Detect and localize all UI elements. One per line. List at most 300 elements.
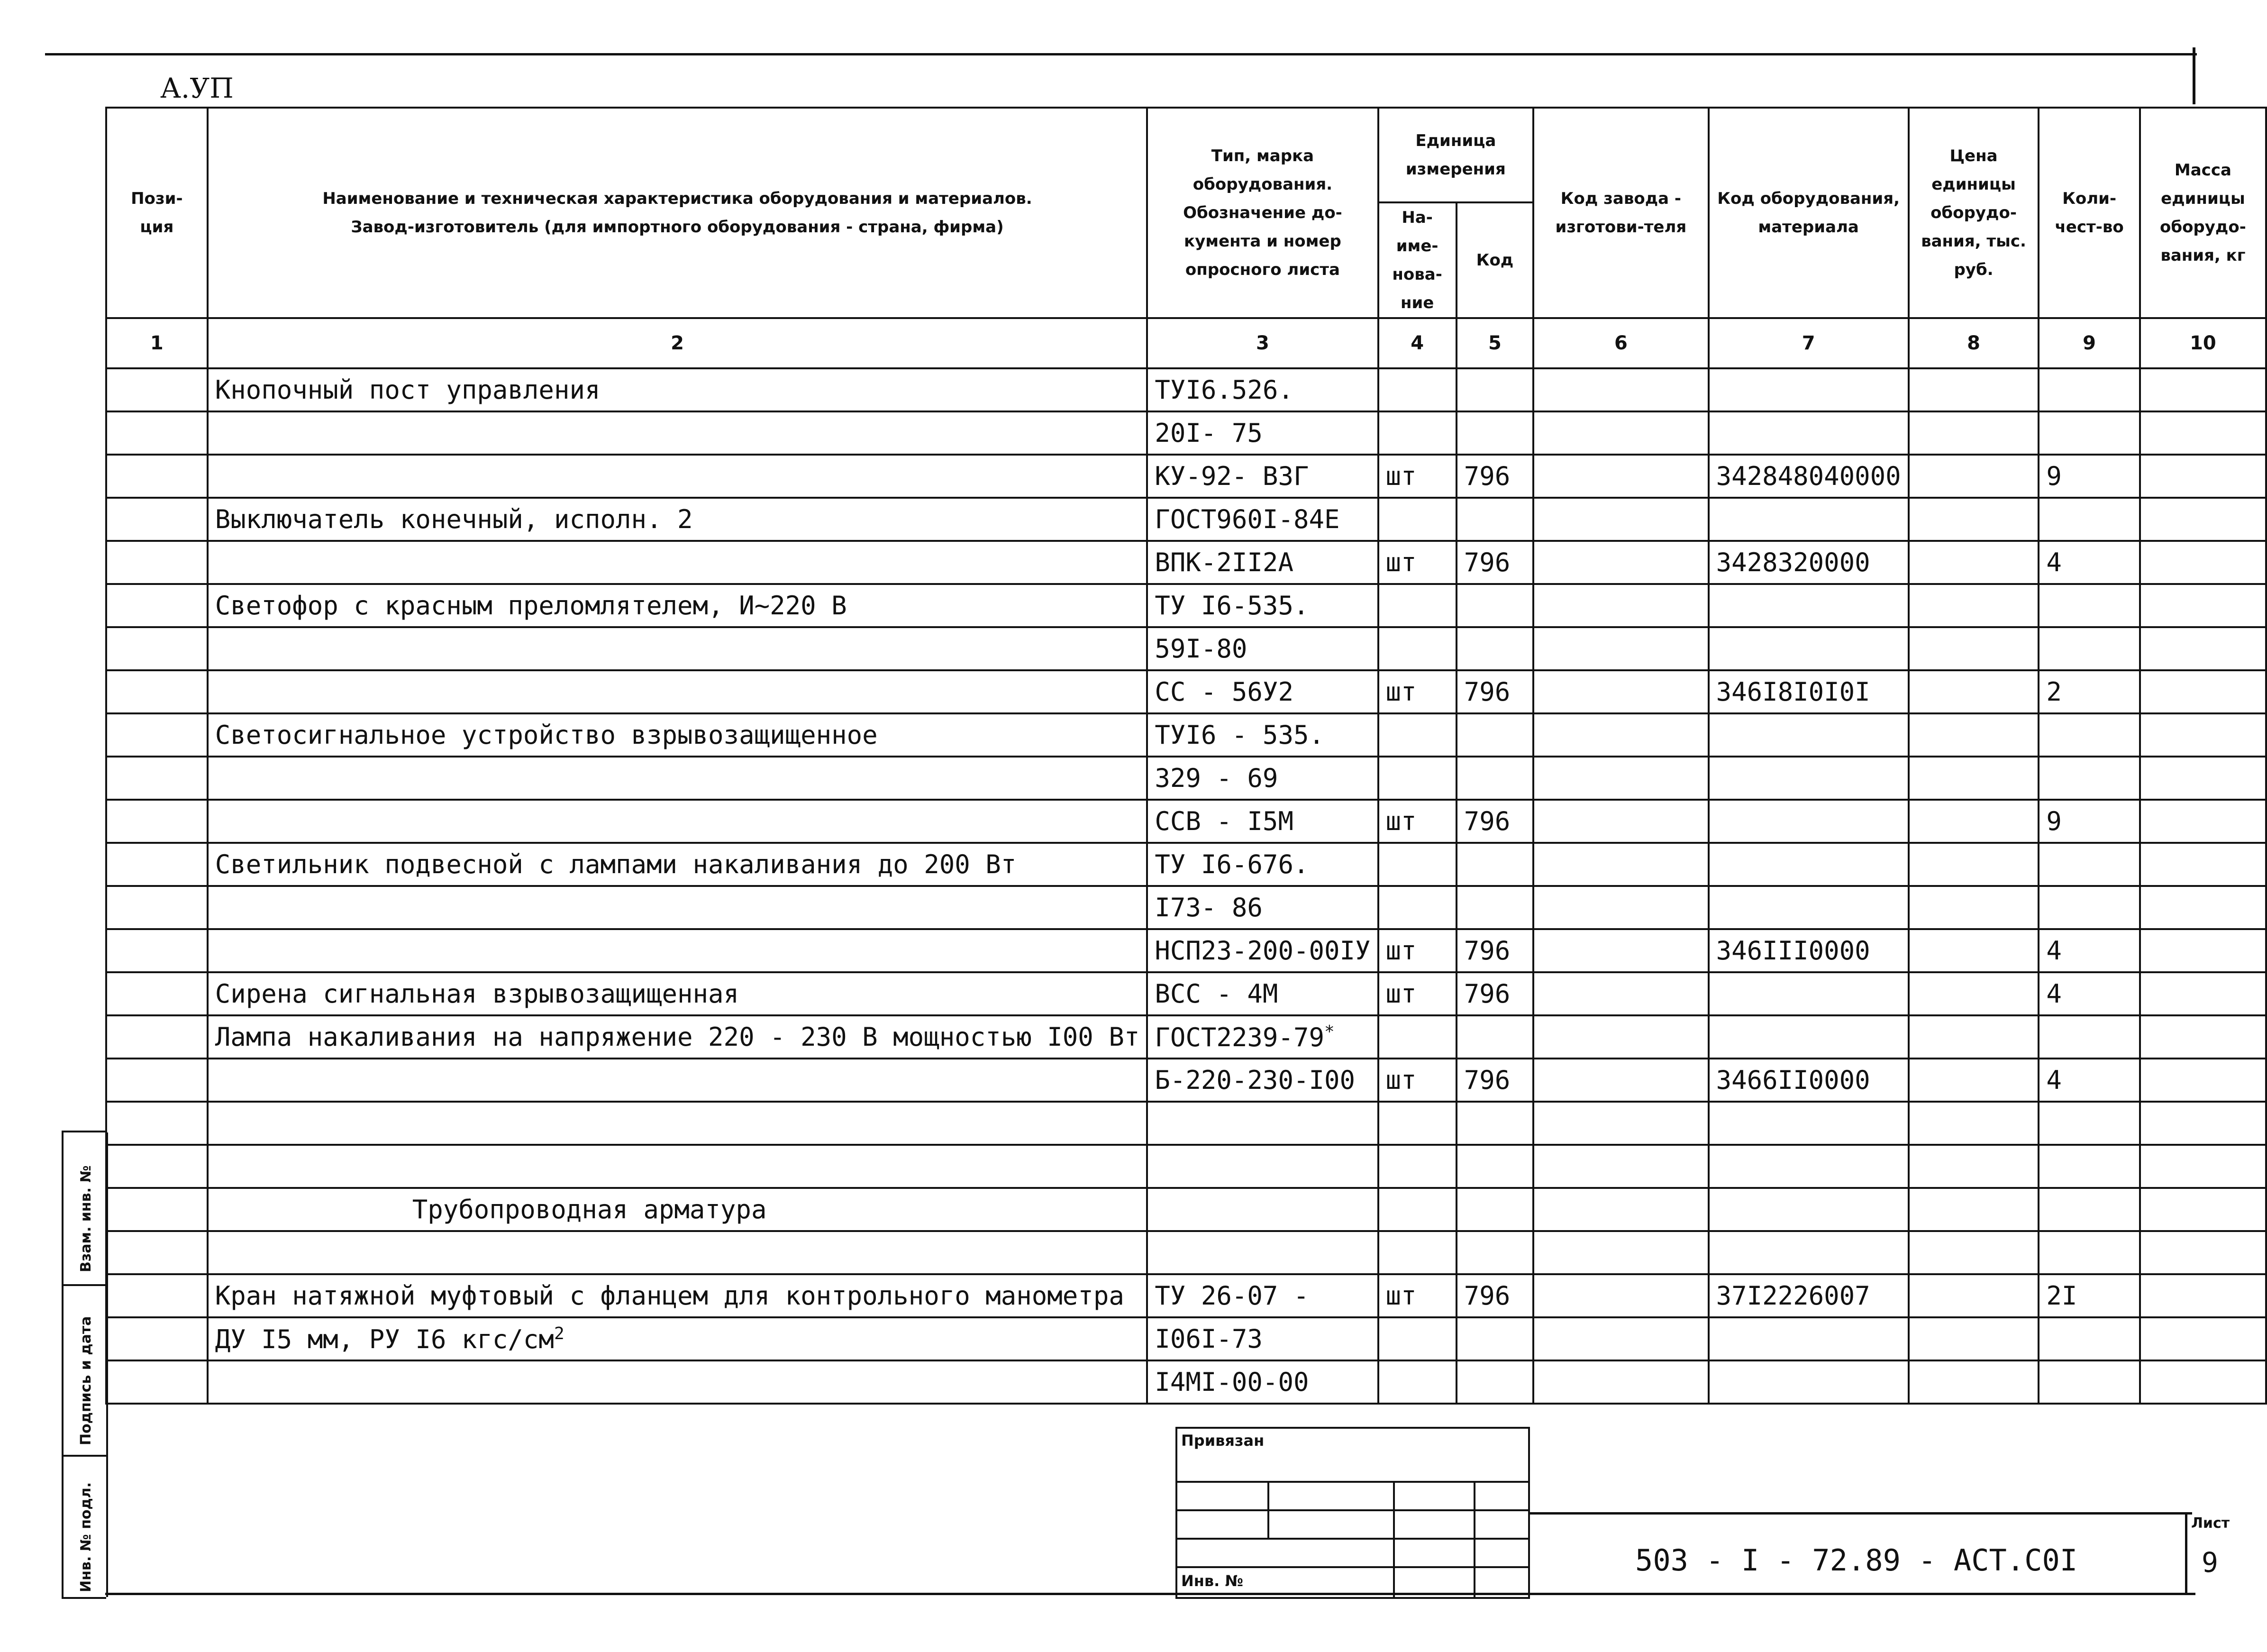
cell-factory-code	[1533, 713, 1708, 757]
cell-price	[1909, 1188, 2039, 1231]
table-row	[106, 800, 2266, 843]
header-position: Пози- ция	[106, 108, 208, 318]
header-type: Тип, марка оборудования. Обозначение до-кумента и номер опросного листа	[1147, 108, 1378, 318]
cell-quantity	[2039, 1059, 2140, 1102]
cell-unit-code	[1457, 972, 1533, 1015]
table-row	[106, 1317, 2266, 1360]
cell-equipment-code	[1709, 541, 1909, 584]
cell-position	[106, 886, 208, 929]
cell-unit-name	[1378, 455, 1457, 498]
header-mass: Масса единицы оборудо-вания, кг	[2140, 108, 2266, 318]
cell-position	[106, 411, 208, 455]
table-row	[106, 757, 2266, 800]
cell-unit-name	[1378, 1274, 1457, 1317]
cell-equipment-code	[1709, 757, 1909, 800]
cell-unit-code	[1457, 368, 1533, 411]
cell-quantity	[2039, 541, 2140, 584]
cell-name-text: Светильник подвесной с лампами накаливания до 200 Вт	[215, 849, 1017, 879]
cell-type	[1147, 627, 1378, 670]
table-row	[106, 1231, 2266, 1274]
column-number: 3	[1147, 318, 1378, 368]
column-number: 4	[1378, 318, 1457, 368]
cell-type	[1147, 541, 1378, 584]
cell-equipment-code	[1709, 1015, 1909, 1059]
cell-factory-code	[1533, 1317, 1708, 1360]
table-row	[106, 1360, 2266, 1404]
cell-equipment-code	[1709, 929, 1909, 972]
cell-quantity-text: 2	[2046, 677, 2062, 707]
cell-mass	[2140, 1231, 2266, 1274]
cell-name	[208, 1188, 1147, 1231]
cell-unit-code	[1457, 627, 1533, 670]
cell-unit-code	[1457, 541, 1533, 584]
cell-price	[1909, 541, 2039, 584]
cell-name	[208, 800, 1147, 843]
cell-factory-code	[1533, 368, 1708, 411]
header-unit-code: Код	[1457, 202, 1533, 318]
cell-unit-code	[1457, 1360, 1533, 1404]
cell-type	[1147, 1360, 1378, 1404]
cell-mass	[2140, 843, 2266, 886]
cell-equipment-code	[1709, 455, 1909, 498]
header-factory-code: Код завода - изготови-теля	[1533, 108, 1708, 318]
cell-mass	[2140, 584, 2266, 627]
cell-unit-code-text: 796	[1464, 806, 1511, 836]
cell-unit-code	[1457, 800, 1533, 843]
cell-unit-name	[1378, 541, 1457, 584]
cell-factory-code	[1533, 972, 1708, 1015]
cell-name	[208, 455, 1147, 498]
cell-type-text: 59I-80	[1155, 634, 1247, 664]
cell-quantity	[2039, 972, 2140, 1015]
cell-position	[106, 1231, 208, 1274]
cell-unit-code	[1457, 843, 1533, 886]
cell-type-text: ТУ 26-07 -	[1155, 1281, 1309, 1311]
cell-quantity	[2039, 368, 2140, 411]
cell-unit-name	[1378, 713, 1457, 757]
cell-price	[1909, 498, 2039, 541]
margin-label-original-inv: Инв. № подл.	[78, 1482, 94, 1592]
cell-price	[1909, 411, 2039, 455]
cell-position	[106, 757, 208, 800]
cell-position	[106, 455, 208, 498]
cell-position	[106, 929, 208, 972]
stamp-line	[1267, 1481, 1269, 1538]
cell-unit-name	[1378, 843, 1457, 886]
cell-unit-name	[1378, 627, 1457, 670]
cell-quantity	[2039, 627, 2140, 670]
cell-mass	[2140, 1317, 2266, 1360]
cell-position	[106, 627, 208, 670]
cell-price	[1909, 929, 2039, 972]
cell-unit-name	[1378, 886, 1457, 929]
cell-quantity-text: 4	[2046, 1065, 2062, 1095]
cell-price	[1909, 455, 2039, 498]
cell-position	[106, 713, 208, 757]
cell-type-text: ВСС - 4М	[1155, 979, 1278, 1009]
cell-price	[1909, 1015, 2039, 1059]
cell-type	[1147, 368, 1378, 411]
cell-equipment-code-text: 37I2226007	[1716, 1281, 1870, 1311]
cell-type	[1147, 1145, 1378, 1188]
cell-equipment-code-text: 346I8I0I0I	[1716, 677, 1870, 707]
cell-equipment-code	[1709, 713, 1909, 757]
cell-name	[208, 584, 1147, 627]
table-row	[106, 929, 2266, 972]
column-number: 8	[1909, 318, 2039, 368]
cell-factory-code	[1533, 1145, 1708, 1188]
cell-name	[208, 929, 1147, 972]
cell-mass	[2140, 800, 2266, 843]
table-row	[106, 368, 2266, 411]
bottom-border-line	[105, 1593, 2195, 1595]
cell-unit-name-text: шт	[1385, 461, 1417, 491]
table-row	[106, 1274, 2266, 1317]
table-row	[106, 584, 2266, 627]
table-row	[106, 972, 2266, 1015]
cell-type-text: КУ-92- ВЗГ	[1155, 461, 1309, 491]
column-number: 1	[106, 318, 208, 368]
cell-name	[208, 368, 1147, 411]
cell-unit-name	[1378, 1188, 1457, 1231]
cell-price	[1909, 886, 2039, 929]
left-margin-stamp	[62, 1131, 106, 1599]
margin-vline	[106, 1132, 108, 1597]
table-row	[106, 843, 2266, 886]
cell-type	[1147, 1317, 1378, 1360]
cell-factory-code	[1533, 584, 1708, 627]
cell-unit-code	[1457, 1145, 1533, 1188]
cell-position	[106, 1317, 208, 1360]
cell-factory-code	[1533, 1059, 1708, 1102]
cell-unit-code	[1457, 757, 1533, 800]
cell-unit-code-text: 796	[1464, 461, 1511, 491]
cell-name-text: Сирена сигнальная взрывозащищенная	[215, 979, 739, 1009]
cell-mass	[2140, 1188, 2266, 1231]
cell-unit-name-text: шт	[1385, 548, 1417, 577]
cell-price	[1909, 1360, 2039, 1404]
cell-position	[106, 800, 208, 843]
cell-type-text: ТУ I6-676.	[1155, 849, 1309, 879]
cell-factory-code	[1533, 541, 1708, 584]
cell-type-text: 20I- 75	[1155, 418, 1263, 448]
cell-equipment-code-text: 3428320000	[1716, 548, 1870, 577]
table-row	[106, 1145, 2266, 1188]
cell-unit-name	[1378, 1145, 1457, 1188]
cell-factory-code	[1533, 1231, 1708, 1274]
stamp-inv-label: Инв. №	[1181, 1572, 1243, 1590]
table-row	[106, 886, 2266, 929]
cell-unit-code	[1457, 886, 1533, 929]
table-row	[106, 1188, 2266, 1231]
cell-factory-code	[1533, 1188, 1708, 1231]
cell-factory-code	[1533, 800, 1708, 843]
cell-equipment-code	[1709, 627, 1909, 670]
cell-unit-name	[1378, 757, 1457, 800]
cell-unit-code-text: 796	[1464, 936, 1511, 966]
cell-position	[106, 972, 208, 1015]
cell-type-text: ССВ - I5М	[1155, 806, 1293, 836]
cell-mass	[2140, 1360, 2266, 1404]
table-row	[106, 541, 2266, 584]
table-row	[106, 670, 2266, 713]
stamp-line	[1177, 1566, 1528, 1568]
cell-unit-name	[1378, 1317, 1457, 1360]
cell-equipment-code	[1709, 1317, 1909, 1360]
sheet-number-label: Лист	[2191, 1515, 2230, 1532]
cell-mass	[2140, 713, 2266, 757]
cell-price	[1909, 1317, 2039, 1360]
cell-unit-name-text: шт	[1385, 979, 1417, 1009]
cell-equipment-code	[1709, 411, 1909, 455]
cell-name-text: Светосигнальное устройство взрывозащищенное	[215, 720, 878, 750]
cell-quantity	[2039, 670, 2140, 713]
cell-type	[1147, 886, 1378, 929]
cell-quantity	[2039, 1274, 2140, 1317]
cell-price	[1909, 972, 2039, 1015]
cell-price	[1909, 1274, 2039, 1317]
cell-unit-name-text: шт	[1385, 936, 1417, 966]
cell-type	[1147, 670, 1378, 713]
cell-unit-code	[1457, 455, 1533, 498]
cell-unit-name	[1378, 1231, 1457, 1274]
cell-type	[1147, 1059, 1378, 1102]
cell-type-text: Б-220-230-I00	[1155, 1065, 1355, 1095]
cell-type-text: ТУ I6-535.	[1155, 591, 1309, 621]
cell-mass	[2140, 627, 2266, 670]
cell-type	[1147, 1102, 1378, 1145]
cell-quantity	[2039, 757, 2140, 800]
cell-factory-code	[1533, 757, 1708, 800]
cell-equipment-code	[1709, 1145, 1909, 1188]
cell-type	[1147, 1015, 1378, 1059]
superscript: 2	[554, 1323, 564, 1343]
stamp-line	[1177, 1481, 1528, 1483]
cell-position	[106, 843, 208, 886]
cell-type	[1147, 843, 1378, 886]
cell-name	[208, 411, 1147, 455]
cell-type-text: ТУI6 - 535.	[1155, 720, 1324, 750]
cell-name	[208, 1145, 1147, 1188]
margin-divider	[64, 1284, 106, 1286]
cell-quantity-text: 9	[2046, 806, 2062, 836]
cell-quantity-text: 9	[2046, 461, 2062, 491]
cell-mass	[2140, 1102, 2266, 1145]
cell-unit-code	[1457, 713, 1533, 757]
cell-position	[106, 498, 208, 541]
stamp-line	[1177, 1509, 1528, 1511]
cell-unit-code	[1457, 498, 1533, 541]
top-border-line	[45, 53, 2197, 55]
cell-name	[208, 1231, 1147, 1274]
margin-divider	[64, 1455, 106, 1457]
cell-name	[208, 1360, 1147, 1404]
cell-type-text: I06I-73	[1155, 1324, 1263, 1354]
cell-position	[106, 541, 208, 584]
cell-type	[1147, 800, 1378, 843]
cell-type-text: 329 - 69	[1155, 763, 1278, 793]
cell-quantity	[2039, 455, 2140, 498]
cell-name	[208, 1317, 1147, 1360]
cell-equipment-code	[1709, 1231, 1909, 1274]
stamp-line	[1474, 1481, 1475, 1597]
cell-type	[1147, 972, 1378, 1015]
cell-position	[106, 368, 208, 411]
cell-unit-name-text: шт	[1385, 806, 1417, 836]
cell-name-text: Выключатель конечный, исполн. 2	[215, 504, 693, 534]
cell-quantity	[2039, 713, 2140, 757]
cell-type-text: ГОСТ2239-79	[1155, 1022, 1324, 1052]
cell-factory-code	[1533, 886, 1708, 929]
cell-name	[208, 1015, 1147, 1059]
cell-unit-name-text: шт	[1385, 677, 1417, 707]
stamp-line	[1177, 1538, 1528, 1540]
cell-unit-code	[1457, 1274, 1533, 1317]
column-number: 10	[2140, 318, 2266, 368]
cell-position	[106, 1145, 208, 1188]
cell-name-text: Кнопочный пост управления	[215, 375, 601, 405]
cell-price	[1909, 584, 2039, 627]
cell-unit-code	[1457, 1059, 1533, 1102]
column-number-row	[106, 318, 2266, 368]
cell-price	[1909, 800, 2039, 843]
cell-price	[1909, 627, 2039, 670]
cell-unit-name	[1378, 1102, 1457, 1145]
cell-position	[106, 584, 208, 627]
stamp-attached-label: Привязан	[1181, 1432, 1265, 1450]
cell-name	[208, 498, 1147, 541]
cell-quantity	[2039, 1145, 2140, 1188]
superscript: *	[1324, 1022, 1335, 1041]
cell-equipment-code	[1709, 1360, 1909, 1404]
cell-quantity	[2039, 929, 2140, 972]
cell-type-text: СС - 56У2	[1155, 677, 1293, 707]
cell-type	[1147, 757, 1378, 800]
table-row	[106, 455, 2266, 498]
cell-factory-code	[1533, 843, 1708, 886]
cell-name-text: ДУ I5 мм, РУ I6 кгс/см	[215, 1324, 554, 1354]
cell-mass	[2140, 972, 2266, 1015]
column-number: 6	[1533, 318, 1708, 368]
cell-equipment-code-text: 3466II0000	[1716, 1065, 1870, 1095]
cell-equipment-code	[1709, 800, 1909, 843]
table-body	[106, 368, 2266, 1404]
cell-unit-code-text: 796	[1464, 1281, 1511, 1311]
cell-name	[208, 713, 1147, 757]
table-row	[106, 411, 2266, 455]
specification-table	[105, 107, 2267, 1405]
cell-unit-code-text: 796	[1464, 677, 1511, 707]
cell-factory-code	[1533, 1102, 1708, 1145]
cell-equipment-code	[1709, 498, 1909, 541]
cell-equipment-code	[1709, 1102, 1909, 1145]
table-row	[106, 1102, 2266, 1145]
cell-unit-code	[1457, 1188, 1533, 1231]
cell-mass	[2140, 498, 2266, 541]
cell-unit-code-text: 796	[1464, 548, 1511, 577]
cell-name	[208, 757, 1147, 800]
cell-price	[1909, 1102, 2039, 1145]
cell-type	[1147, 455, 1378, 498]
cell-factory-code	[1533, 455, 1708, 498]
title-block-line	[1529, 1512, 2192, 1515]
cell-mass	[2140, 455, 2266, 498]
header-unit-name: На-име-нова-ние	[1378, 202, 1457, 318]
margin-label-replacement-inv: Взам. инв. №	[78, 1165, 94, 1272]
cell-type	[1147, 929, 1378, 972]
column-number: 5	[1457, 318, 1533, 368]
cell-unit-name	[1378, 411, 1457, 455]
cell-quantity	[2039, 800, 2140, 843]
cell-position	[106, 1102, 208, 1145]
cell-unit-code	[1457, 1102, 1533, 1145]
document-code: 503 - I - 72.89 - АСТ.С0I	[1635, 1543, 2078, 1578]
table-row	[106, 1015, 2266, 1059]
cell-mass	[2140, 929, 2266, 972]
cell-mass	[2140, 1274, 2266, 1317]
cell-equipment-code	[1709, 1059, 1909, 1102]
cell-equipment-code	[1709, 368, 1909, 411]
cell-factory-code	[1533, 670, 1708, 713]
cell-name	[208, 1274, 1147, 1317]
cell-name-text: Лампа накаливания на напряжение 220 - 230 В мощностью I00 Вт	[215, 1022, 1140, 1052]
cell-name-text: Светофор с красным преломлятелем, И~220 В	[215, 591, 847, 621]
cell-equipment-code	[1709, 972, 1909, 1015]
cell-name	[208, 1102, 1147, 1145]
attachment-stamp	[1175, 1427, 1530, 1599]
cell-price	[1909, 1145, 2039, 1188]
cell-equipment-code-text: 342848040000	[1716, 461, 1901, 491]
cell-name	[208, 541, 1147, 584]
cell-price	[1909, 713, 2039, 757]
cell-factory-code	[1533, 929, 1708, 972]
cell-unit-name	[1378, 368, 1457, 411]
cell-factory-code	[1533, 1274, 1708, 1317]
right-border-line	[2193, 47, 2195, 104]
column-number: 2	[208, 318, 1147, 368]
cell-price	[1909, 1059, 2039, 1102]
cell-quantity	[2039, 1360, 2140, 1404]
cell-type-text: ВПК-2II2А	[1155, 548, 1293, 577]
cell-mass	[2140, 1015, 2266, 1059]
cell-equipment-code	[1709, 1274, 1909, 1317]
cell-factory-code	[1533, 1015, 1708, 1059]
cell-name-text: Кран натяжной муфтовый с фланцем для контрольного манометра	[215, 1281, 1124, 1311]
cell-mass	[2140, 757, 2266, 800]
cell-equipment-code	[1709, 843, 1909, 886]
cell-quantity	[2039, 1102, 2140, 1145]
margin-label-signature-date: Подпись и дата	[78, 1316, 94, 1445]
cell-quantity	[2039, 1015, 2140, 1059]
cell-price	[1909, 757, 2039, 800]
header-name: Наименование и техническая характеристика оборудования и материалов. Завод-изготовитель (для импортного оборудования - страна, фирма)	[208, 108, 1147, 318]
cell-unit-name	[1378, 800, 1457, 843]
cell-price	[1909, 843, 2039, 886]
cell-unit-name	[1378, 670, 1457, 713]
cell-factory-code	[1533, 1360, 1708, 1404]
table-row	[106, 713, 2266, 757]
cell-factory-code	[1533, 411, 1708, 455]
cell-quantity	[2039, 1231, 2140, 1274]
header-price: Цена единицы оборудо-вания, тыс. руб.	[1909, 108, 2039, 318]
cell-unit-code	[1457, 411, 1533, 455]
cell-type	[1147, 498, 1378, 541]
cell-position	[106, 1188, 208, 1231]
cell-type	[1147, 1231, 1378, 1274]
cell-quantity	[2039, 584, 2140, 627]
cell-unit-code-text: 796	[1464, 979, 1511, 1009]
cell-mass	[2140, 541, 2266, 584]
